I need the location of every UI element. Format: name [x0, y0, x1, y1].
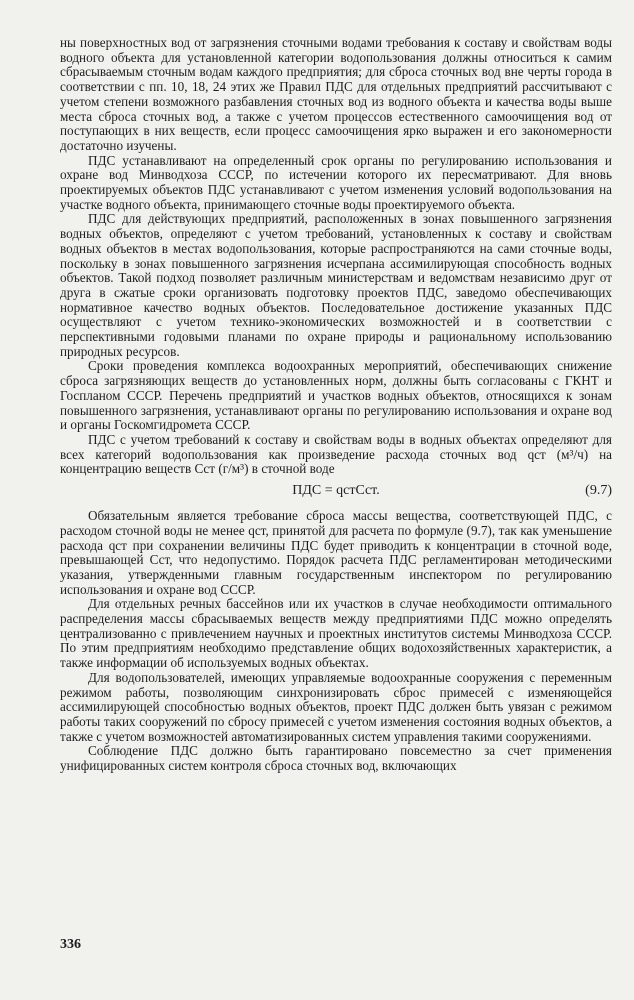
page-number: 336: [60, 937, 81, 952]
formula: ПДС = qстСст.: [292, 483, 380, 499]
formula-row: [60, 479, 612, 505]
paragraph-pds-definition: ПДС с учетом требований к составу и свойствам воды в водных объектах определяют для всех категорий водопользования как произведение расхода сточных вод qст (м³/ч) на концентрацию веществ Сст (г/м³) в сточной воде: [60, 431, 612, 477]
paragraph-pds-term: ПДС устанавливают на определенный срок органы по регулированию использования и охране вод Минводхоза СССР, по истечении которого их пересматривают. Для вновь проектируемых объектов ПДС устанавливают с учетом изменения условий водопользования на участке водного объекта, принимающего сточные воды проектируемого объекта.: [60, 152, 612, 212]
paragraph-compliance: Соблюдение ПДС должно быть гарантировано повсеместно за счет применения унифицированных систем контроля сброса сточных вод, включающих: [60, 743, 612, 774]
paragraph-polluted-zones: ПДС для действующих предприятий, расположенных в зонах повышенного загрязнения водных объектов, определяют с учетом требований, установленных к составу и свойствам водных объектов в местах водопользования, которые распространяются на сами сточные воды, поскольку в зонах повышенного загрязнения исчерпана ассимилирующая способность водных объектов. Такой подход позволяет различным министерствам и ведомствам независимо друг от друга в сжатые сроки организовать подготовку проектов ПДС, заведомо обеспечивающих нормативное качество водных объектов. Последовательное достижение указанных ПДС осуществляют с учетом технико-экономических возможностей и в соответствии с перспективными годовыми планами по охране природы и рациональному использованию природных ресурсов.: [60, 211, 612, 359]
formula-number: (9.7): [585, 483, 612, 499]
paragraph-continued: ны поверхностных вод от загрязнения сточными водами требования к составу и свойствам воды водного объекта для установленной категории водопользования должны относиться к самим сбрасываемым сточным водам каждого предприятия; для сброса сточных вод вне черты города в соответствии с пп. 10, 18, 24 этих же Правил ПДС для отдельных предприятий рассчитывают с учетом степени возможного разбавления сточных вод из водного объекта и качества воды выше места сброса сточных вод, а также с учетом процессов естественного самоочищения вод от поступающих в них веществ, если процесс самоочищения ярко выражен и его закономерности достаточно изучены.: [60, 35, 612, 153]
paragraph-deadlines: Сроки проведения комплекса водоохранных мероприятий, обеспечивающих снижение сброса загрязняющих веществ до установленных норм, должны быть согласованы с ГКНТ и Госпланом СССР. Перечень предприятий и участков водных объектов, относящихся к зонам повышенного загрязнения, устанавливают органы по регулированию использования и охране вод и органы Госкомгидромета СССР.: [60, 358, 612, 433]
paragraph-managed-facilities: Для водопользователей, имеющих управляемые водоохранные сооружения с переменным режимом работы, позволяющим синхронизировать сброс примесей с изменяющейся ассимилирующей способностью водных объектов, проект ПДС должен быть увязан с режимом работы таких сооружений по сбросу примесей с учетом изменения состояния водных объектов, а также с учетом возможностей автоматизированных систем управления такими сооружениями.: [60, 669, 612, 744]
paragraph-mandatory-requirement: Обязательным является требование сброса массы вещества, соответствующей ПДС, с расходом сточной воды не менее qст, принятой для расчета по формуле (9.7), так как уменьшение расхода qст при сохранении величины ПДС будет приводить к концентрации в сточной воде, превышающей Сст, что недопустимо. Порядок расчета ПДС регламентирован методическими указания, утвержденными главным государственным инспектором по регулированию использования и охране вод СССР.: [60, 508, 612, 597]
paragraph-river-basins: Для отдельных речных бассейнов или их участков в случае необходимости оптимального распределения массы сбрасываемых веществ между предприятиями ПДС можно определять централизованно с привлечением научных и проектных институтов системы Минводхоза СССР. По этим предприятиям необходимо представление общих водохозяйственных характеристик, а также информации об используемых водных объектах.: [60, 596, 612, 671]
body-text: [60, 36, 612, 774]
